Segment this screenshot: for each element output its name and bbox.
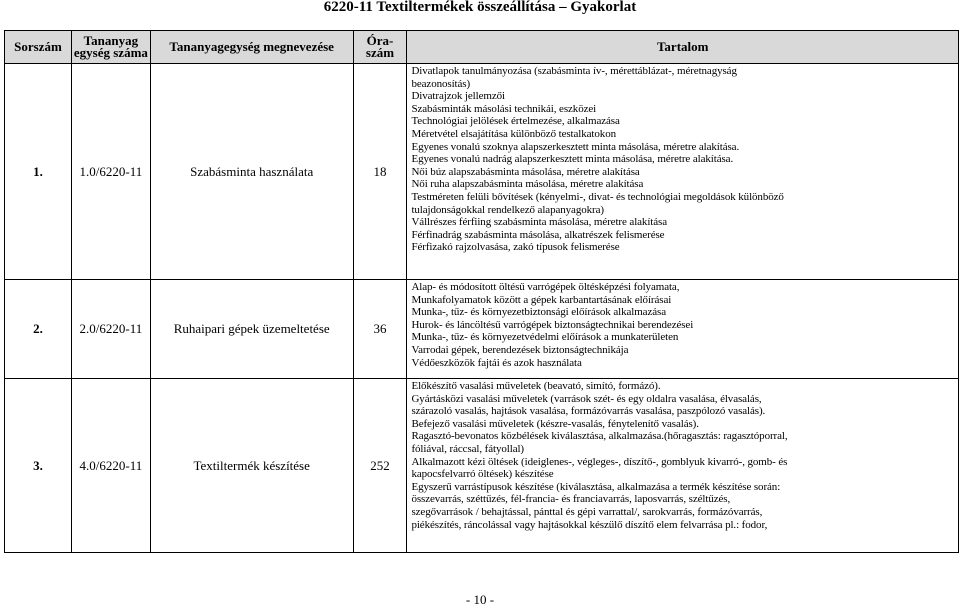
table-header-row [5,31,959,64]
row-sorszam: 2. [5,280,72,379]
content-line: Férfizakó rajzolvasása, zakó típusok felismerése [411,241,620,254]
curriculum-table [4,30,959,553]
header-egyseg-szama: Tananyag egység száma [71,31,150,64]
content-line: Méretvétel elsajátítása különböző testalkatokon [411,127,616,140]
row-sorszam: 3. [5,379,72,553]
content-line: Előkészítő vasalási műveletek (beavató, simító, formázó). [411,380,661,392]
content-line: Női ruha alapszabásminta másolása, méretre alakítása [411,178,644,191]
row-tartalom [407,64,959,280]
row-oraszam: 36 [353,280,407,379]
content-line: Munka-, tűz- és környezetvédelmi előírások a munkaterületen [411,331,679,344]
content-line: Divatrajzok jellemzői [411,90,505,103]
content-line: fóliával, ráccsal, fátyollal) [411,442,524,455]
row-egyseg: 1.0/6220-11 [71,64,150,280]
row-egyseg: 2.0/6220-11 [71,280,150,379]
header-megnevezes: Tananyagegység megnevezése [150,31,353,64]
table-row [5,280,959,379]
content-line: Női búz alapszabásminta másolása, méretre alakítása [411,165,640,178]
row-oraszam: 18 [353,64,407,280]
content-line: Alkalmazott kézi öltések (ideiglenes-, végleges-, díszítő-, gomblyuk kivarró-, gomb- és [411,455,788,468]
row-tartalom [407,379,959,553]
content-line: Gyártásközi vasalási műveletek (varrások szét- és egy oldalra vasalása, élvasalás, [411,392,762,405]
content-line: Technológiai jelölések értelmezése, alkalmazása [411,115,620,128]
row-egyseg: 4.0/6220-11 [71,379,150,553]
table-row [5,379,959,553]
content-line: Munka-, tűz- és környezetbiztonsági előírások alkalmazása [411,306,666,319]
content-line: Védőeszközök fajtái és azok használata [411,356,582,369]
content-line: piékészítés, ráncolással vagy hajtásokkal készülő díszítő elem felvarrása pl.: fodor, [411,518,768,531]
content-line: beazonosítás) [411,77,471,90]
content-line: Befejező vasalási műveletek (készre-vasalás, fénytelenítő vasalás). [411,417,699,430]
header-tartalom: Tartalom [407,31,959,64]
content-line: Egyszerű varrástípusok készítése (kiválasztása, alkalmazása a termék készítése során: [411,480,781,493]
header-oraszam: Óra- szám [353,31,407,64]
content-line: Ragasztó-bevonatos közbélések kiválasztása, alkalmazása.(hőragasztás: ragasztóporral, [411,430,788,443]
content-line: Testméreten felüli bővítések (kényelmi-, divat- és technológiai megoldások különböző [411,190,784,203]
row-sorszam: 1. [5,64,72,280]
content-line: kapocsfelvarró öltések) készítése [411,468,554,481]
page-number: - 10 - [465,592,495,607]
content-line: Szabásminták másolási technikái, eszközei [411,102,597,115]
row-megnevezes: Szabásminta használata [150,64,353,280]
content-line: Férfinadrág szabásminta másolása, alkatrészek felismerése [411,228,665,241]
page-title: 6220-11 Textiltermékek összeállítása – Gyakorlat [323,0,637,15]
table-row [5,64,959,280]
content-line: Divatlapok tanulmányozása (szabásminta ív-, mérettáblázat-, méretnagyság [411,65,737,77]
content-line: összevarrás, széttűzés, fél-francia- és franciavarrás, laposvarrás, széltűzés, [411,493,731,506]
content-line: Munkafolyamatok között a gépek karbantartásának előírásai [411,293,672,306]
header-sorszam: Sorszám [5,31,72,64]
content-line: szárazoló vasalás, hajtások vasalása, formázóvarrás vasalása, paszpólozó vasalás). [411,405,766,418]
content-line: Vállrészes férfiing szabásminta másolása, méretre alakítása [411,216,667,229]
row-megnevezes: Ruhaipari gépek üzemeltetése [150,280,353,379]
row-oraszam: 252 [353,379,407,553]
content-line: Egyenes vonalú szoknya alapszerkesztett minta másolása, méretre alakítása. [411,140,740,153]
content-line: szegővarrások / behajtással, pánttal és gépi varrattal/, sarokvarrás, formázóvarrás, [411,505,763,518]
content-line: Hurok- és láncöltésű varrógépek biztonságtechnikai berendezései [411,318,694,331]
row-megnevezes: Textiltermék készítése [150,379,353,553]
content-line: Alap- és módosított öltésű varrógépek öltésképzési folyamata, [411,281,680,293]
content-line: tulajdonságokkal rendelkező alapanyagokra) [411,203,604,216]
content-line: Egyenes vonalú nadrág alapszerkesztett minta másolása, méretre alakítása. [411,153,734,166]
row-tartalom [407,280,959,379]
content-line: Varrodai gépek, berendezések biztonságtechnikája [411,343,629,356]
